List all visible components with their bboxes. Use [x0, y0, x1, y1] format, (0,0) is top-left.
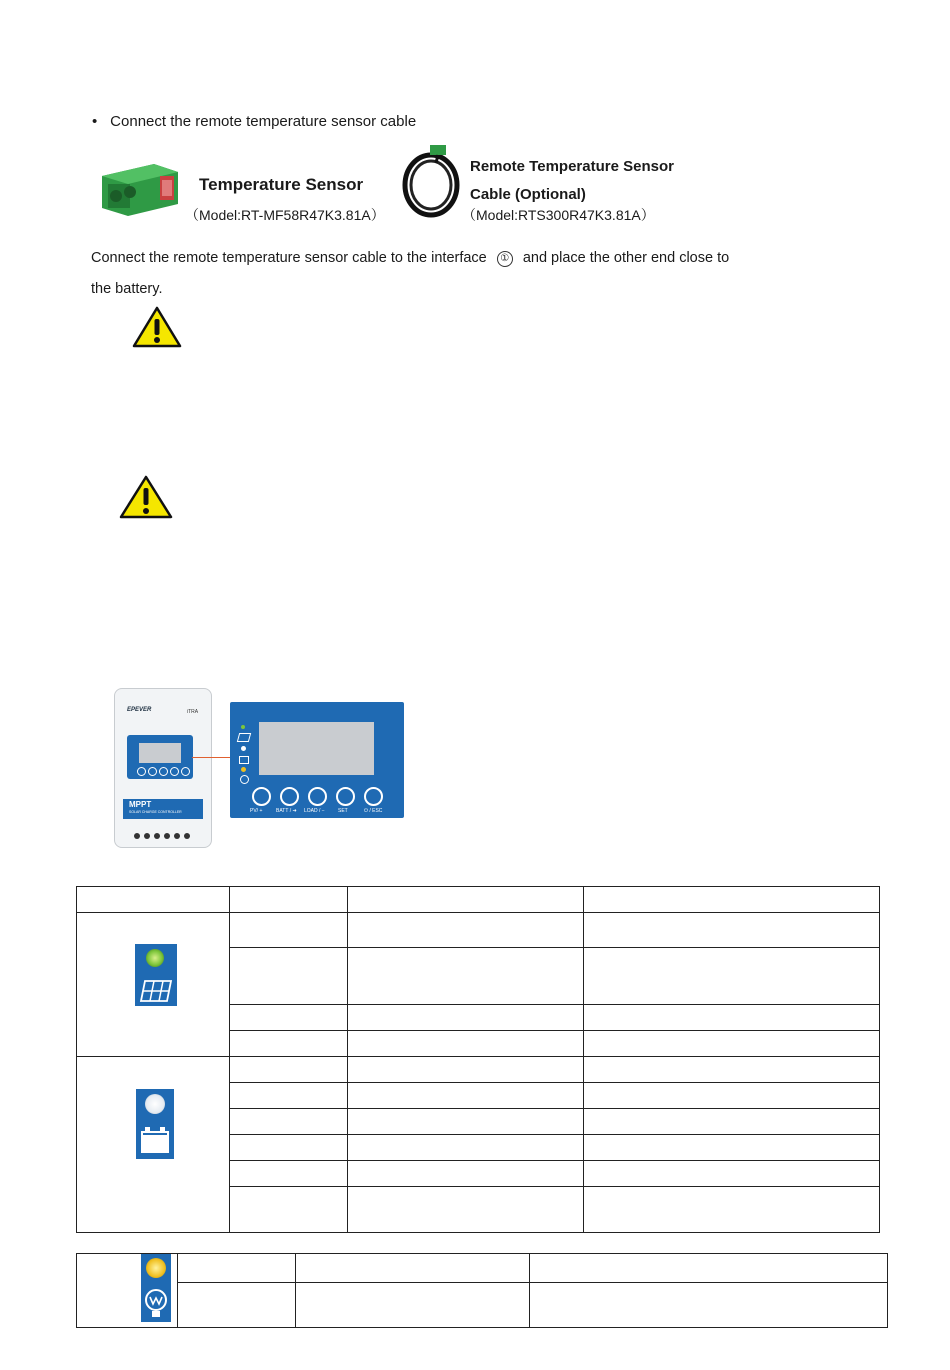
- pv-led-indicator: [241, 725, 245, 729]
- pv-array-icon: [237, 733, 251, 742]
- table-cell: [584, 1083, 880, 1109]
- pv-array-led-icon: [135, 944, 177, 1006]
- battery-led-indicator: [241, 746, 246, 751]
- table-cell: [178, 1283, 296, 1328]
- table-cell: [584, 1109, 880, 1135]
- load-indicator-cell: [77, 1254, 178, 1328]
- mini-button: [159, 767, 168, 776]
- bullet-heading: [92, 113, 416, 130]
- battery-icon: [239, 756, 249, 764]
- battery-indicator-cell: [77, 1057, 230, 1233]
- instruction-line-2: the battery.: [91, 281, 163, 297]
- table-cell: [230, 1031, 348, 1057]
- green-sensor-terminal-icon: [94, 158, 180, 220]
- table-cell: [348, 1161, 584, 1187]
- instruction-line-1: [91, 243, 791, 274]
- brand-logo: EPEVER: [127, 707, 152, 713]
- table-row: [77, 1254, 888, 1283]
- remote-sensor-title-line1: Remote Temperature Sensor: [470, 158, 674, 175]
- header-cell: [584, 887, 880, 913]
- coiled-cable-icon: [400, 141, 462, 221]
- model-tag: iTRA: [187, 709, 199, 715]
- temperature-sensor-model: （Model:RT-MF58R47K3.81A）: [185, 207, 385, 223]
- table-cell: [584, 1057, 880, 1083]
- temperature-sensor-image: [94, 158, 180, 220]
- remote-sensor-model: （Model:RTS300R47K3.81A）: [462, 207, 655, 223]
- battery-icon: [139, 1125, 171, 1155]
- interface-number-mark: ①: [497, 251, 513, 267]
- mini-lcd-screen: [139, 743, 181, 763]
- button-label-set: SET: [338, 808, 348, 814]
- table-cell: [230, 1135, 348, 1161]
- remote-sensor-cable-image: [400, 141, 462, 221]
- load-led-indicator: [241, 767, 246, 772]
- table-cell: [230, 948, 348, 1005]
- table-cell: [348, 1031, 584, 1057]
- table-cell: [584, 1031, 880, 1057]
- table-cell: [584, 1005, 880, 1031]
- warning-triangle-icon: [132, 306, 182, 348]
- header-cell: [230, 887, 348, 913]
- mini-button: [148, 767, 157, 776]
- table-cell: [230, 1109, 348, 1135]
- table-cell: [348, 1057, 584, 1083]
- table-cell: [348, 1109, 584, 1135]
- table-cell: [348, 948, 584, 1005]
- lcd-screen: [259, 722, 374, 775]
- load-bulb-led-icon: [141, 1254, 171, 1322]
- warning-sign-2: [119, 475, 173, 524]
- battery-led-icon: [136, 1089, 174, 1159]
- temperature-sensor-title: Temperature Sensor: [199, 175, 364, 194]
- table-cell: [348, 1187, 584, 1233]
- pv-plus-button: [252, 787, 271, 806]
- load-minus-button: [308, 787, 327, 806]
- table-cell: [530, 1283, 888, 1328]
- mini-button: [137, 767, 146, 776]
- mppt-badge: [123, 799, 203, 819]
- controller-mini-panel: [127, 735, 193, 779]
- table-cell: [230, 1083, 348, 1109]
- power-esc-button: [364, 787, 383, 806]
- green-led-dot: [146, 949, 164, 967]
- table-cell: [584, 1135, 880, 1161]
- terminal-strip: [125, 829, 201, 841]
- batt-arrow-button: [280, 787, 299, 806]
- remote-sensor-title-line2: Cable (Optional): [470, 186, 586, 203]
- table-cell: [296, 1254, 530, 1283]
- load-icon: [240, 775, 249, 784]
- controller-device-image: [114, 688, 212, 848]
- set-button: [336, 787, 355, 806]
- table-cell: [296, 1283, 530, 1328]
- light-bulb-icon: [143, 1288, 169, 1320]
- mppt-badge-subtitle: SOLAR CHARGE CONTROLLER: [129, 810, 182, 814]
- table-cell: [348, 1005, 584, 1031]
- button-label-batt: BATT / ➜: [276, 808, 297, 814]
- table-row: [77, 1057, 880, 1083]
- button-label-esc: ⏻ / ESC: [364, 808, 383, 814]
- led-indicator-table: [76, 886, 880, 1233]
- yellow-led-dot: [146, 1258, 166, 1278]
- table-cell: [584, 1161, 880, 1187]
- table-cell: [584, 1187, 880, 1233]
- table-cell: [230, 1005, 348, 1031]
- terminal-screws-icon: [125, 830, 201, 842]
- header-cell: [77, 887, 230, 913]
- table-cell: [230, 1187, 348, 1233]
- mini-button: [170, 767, 179, 776]
- mini-button: [181, 767, 190, 776]
- instruction-text-b: and place the other end close to: [522, 250, 730, 266]
- warning-triangle-icon: [119, 475, 173, 519]
- solar-panel-icon: [139, 979, 173, 1003]
- table-cell: [584, 948, 880, 1005]
- table-cell: [348, 913, 584, 948]
- table-cell: [348, 1135, 584, 1161]
- table-cell: [348, 1083, 584, 1109]
- table-cell: [230, 913, 348, 948]
- table-cell: [178, 1254, 296, 1283]
- warning-sign-1: [132, 306, 182, 353]
- table-row: [77, 1283, 888, 1328]
- pv-indicator-cell: [77, 913, 230, 1057]
- mppt-badge-title: MPPT: [129, 800, 152, 809]
- white-led-dot: [145, 1094, 165, 1114]
- enlarged-control-panel: [230, 702, 404, 818]
- load-indicator-table: [76, 1253, 888, 1328]
- table-cell: [230, 1057, 348, 1083]
- table-cell: [230, 1161, 348, 1187]
- zoom-connector-line: [192, 757, 230, 758]
- button-label-pv: PV/ +: [250, 808, 263, 814]
- table-cell: [530, 1254, 888, 1283]
- instruction-text-a: Connect the remote temperature sensor cable to the interface: [91, 250, 487, 266]
- button-label-load: LOAD / −: [304, 808, 325, 814]
- table-cell: [584, 913, 880, 948]
- table-row: [77, 913, 880, 948]
- bullet-dot: •: [92, 113, 98, 130]
- instruction-paragraph: [91, 243, 791, 305]
- header-cell: [348, 887, 584, 913]
- bullet-heading-text: Connect the remote temperature sensor cable: [110, 113, 417, 130]
- table-header-row: [77, 887, 880, 913]
